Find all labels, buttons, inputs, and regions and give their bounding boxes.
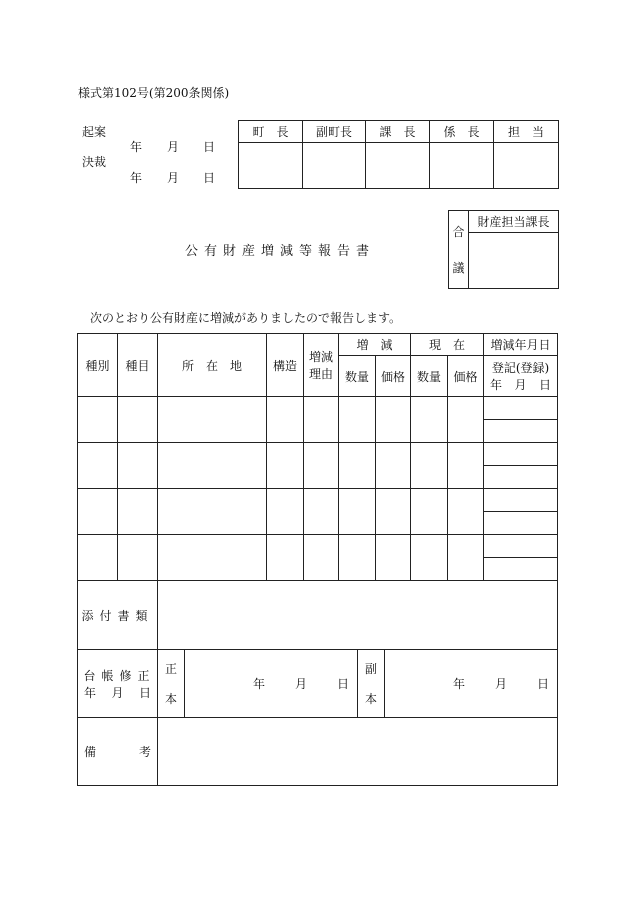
draft-year: 年: [130, 140, 143, 154]
remarks-label-1: 備: [84, 745, 97, 759]
decision-label: 決裁: [82, 155, 107, 169]
copy-year: 年: [452, 677, 465, 691]
ledger-label-day: 日: [138, 685, 151, 700]
row4-registration-date[interactable]: [484, 558, 558, 581]
form-number: 様式第102号(第200条関係): [78, 86, 230, 100]
row2-kind[interactable]: [78, 443, 118, 489]
row1-reason[interactable]: [304, 397, 339, 443]
row4-structure[interactable]: [267, 535, 304, 581]
header-registration-label: 登記(登録): [491, 361, 550, 375]
copy-label-2: 本: [364, 692, 377, 706]
copy-month: 月: [494, 677, 507, 691]
intro-text: 次のとおり公有財産に増減がありましたので報告します。: [90, 311, 402, 325]
approval-header-section-chief: 課 長: [366, 121, 430, 143]
copy-label-cell: [358, 650, 385, 718]
row2-current-price[interactable]: [448, 443, 484, 489]
header-change-date: 増減年月日: [484, 334, 558, 356]
header-change: 増 減: [339, 334, 411, 356]
header-registration: [484, 356, 558, 397]
decision-year: 年: [130, 171, 143, 185]
document-title: 公有財産増減等報告書: [185, 244, 376, 259]
approval-header-person-in-charge: 担 当: [494, 121, 559, 143]
row2-change-date[interactable]: [484, 443, 558, 466]
row4-change-price[interactable]: [376, 535, 411, 581]
header-current-price: 価格: [448, 356, 484, 397]
row1-current-price[interactable]: [448, 397, 484, 443]
original-label-2: 本: [164, 692, 177, 706]
row4-item[interactable]: [118, 535, 158, 581]
row3-reason[interactable]: [304, 489, 339, 535]
original-date-field[interactable]: [185, 650, 358, 718]
row2-location[interactable]: [158, 443, 267, 489]
row1-change-price[interactable]: [376, 397, 411, 443]
copy-date-field[interactable]: [385, 650, 558, 718]
header-reason-2: 理由: [308, 367, 333, 381]
copy-day: 日: [536, 677, 549, 691]
attachments-label: 添付書類: [81, 608, 154, 623]
original-label-cell: [158, 650, 185, 718]
row2-change-price[interactable]: [376, 443, 411, 489]
header-item: 種目: [118, 334, 158, 397]
approval-table: [238, 120, 559, 189]
row2-registration-date[interactable]: [484, 466, 558, 489]
header-reason-1: 増減: [308, 350, 333, 364]
consult-label-1: 合: [452, 225, 465, 239]
row3-structure[interactable]: [267, 489, 304, 535]
header-location: 所 在 地: [158, 334, 267, 397]
original-month: 月: [294, 677, 307, 691]
main-table: [77, 333, 558, 581]
remarks-field[interactable]: [158, 718, 558, 786]
approval-stamp-vice-mayor[interactable]: [303, 143, 366, 189]
consult-label-cell: [449, 211, 469, 289]
consult-label-2: 議: [452, 261, 465, 275]
row4-kind[interactable]: [78, 535, 118, 581]
row3-change-quantity[interactable]: [339, 489, 376, 535]
attachments-label-cell: [78, 581, 158, 650]
row4-change-date[interactable]: [484, 535, 558, 558]
row4-location[interactable]: [158, 535, 267, 581]
header-reason: [304, 334, 339, 397]
draft-month: 月: [167, 140, 180, 154]
row1-location[interactable]: [158, 397, 267, 443]
consult-header: 財産担当課長: [469, 211, 559, 233]
decision-month: 月: [167, 171, 180, 185]
row1-structure[interactable]: [267, 397, 304, 443]
ledger-label-cell: [78, 650, 158, 718]
ledger-label-month: 月: [111, 685, 124, 700]
original-day: 日: [336, 677, 349, 691]
ledger-label: 台帳修正: [83, 668, 156, 683]
row3-change-date[interactable]: [484, 489, 558, 512]
row2-reason[interactable]: [304, 443, 339, 489]
header-current: 現 在: [411, 334, 484, 356]
decision-day: 日: [203, 171, 216, 185]
row3-current-price[interactable]: [448, 489, 484, 535]
row1-change-date[interactable]: [484, 397, 558, 420]
row4-change-quantity[interactable]: [339, 535, 376, 581]
row1-kind[interactable]: [78, 397, 118, 443]
header-change-quantity: 数量: [339, 356, 376, 397]
row2-change-quantity[interactable]: [339, 443, 376, 489]
row2-structure[interactable]: [267, 443, 304, 489]
consult-table: [448, 210, 559, 289]
remarks-label-2: 考: [138, 745, 151, 759]
draft-label: 起案: [82, 125, 107, 139]
header-kind: 種別: [78, 334, 118, 397]
approval-header-subsection-chief: 係 長: [430, 121, 494, 143]
row3-item[interactable]: [118, 489, 158, 535]
row4-reason[interactable]: [304, 535, 339, 581]
attachments-field[interactable]: [158, 581, 558, 650]
copy-label-1: 副: [364, 662, 377, 676]
header-reg-month: 月: [514, 378, 527, 392]
original-year: 年: [252, 677, 265, 691]
row1-change-quantity[interactable]: [339, 397, 376, 443]
row3-current-quantity[interactable]: [411, 489, 448, 535]
bottom-table: [77, 580, 558, 786]
remarks-label-cell: [78, 718, 158, 786]
approval-stamp-subsection-chief[interactable]: [430, 143, 494, 189]
row2-current-quantity[interactable]: [411, 443, 448, 489]
draft-day: 日: [203, 140, 216, 154]
approval-header-vice-mayor: 副町長: [303, 121, 366, 143]
row1-current-quantity[interactable]: [411, 397, 448, 443]
row3-registration-date[interactable]: [484, 512, 558, 535]
approval-stamp-mayor[interactable]: [239, 143, 303, 189]
header-current-quantity: 数量: [411, 356, 448, 397]
header-reg-year: 年: [490, 378, 503, 392]
row3-location[interactable]: [158, 489, 267, 535]
approval-stamp-section-chief[interactable]: [366, 143, 430, 189]
consult-stamp[interactable]: [469, 233, 559, 289]
header-change-price: 価格: [376, 356, 411, 397]
row3-change-price[interactable]: [376, 489, 411, 535]
header-structure: 構造: [267, 334, 304, 397]
header-reg-day: 日: [539, 378, 552, 392]
row3-kind[interactable]: [78, 489, 118, 535]
row4-current-price[interactable]: [448, 535, 484, 581]
row1-registration-date[interactable]: [484, 420, 558, 443]
ledger-label-year: 年: [84, 685, 97, 700]
original-label-1: 正: [164, 662, 177, 676]
approval-header-mayor: 町 長: [239, 121, 303, 143]
row2-item[interactable]: [118, 443, 158, 489]
approval-stamp-person-in-charge[interactable]: [494, 143, 559, 189]
row1-item[interactable]: [118, 397, 158, 443]
row4-current-quantity[interactable]: [411, 535, 448, 581]
